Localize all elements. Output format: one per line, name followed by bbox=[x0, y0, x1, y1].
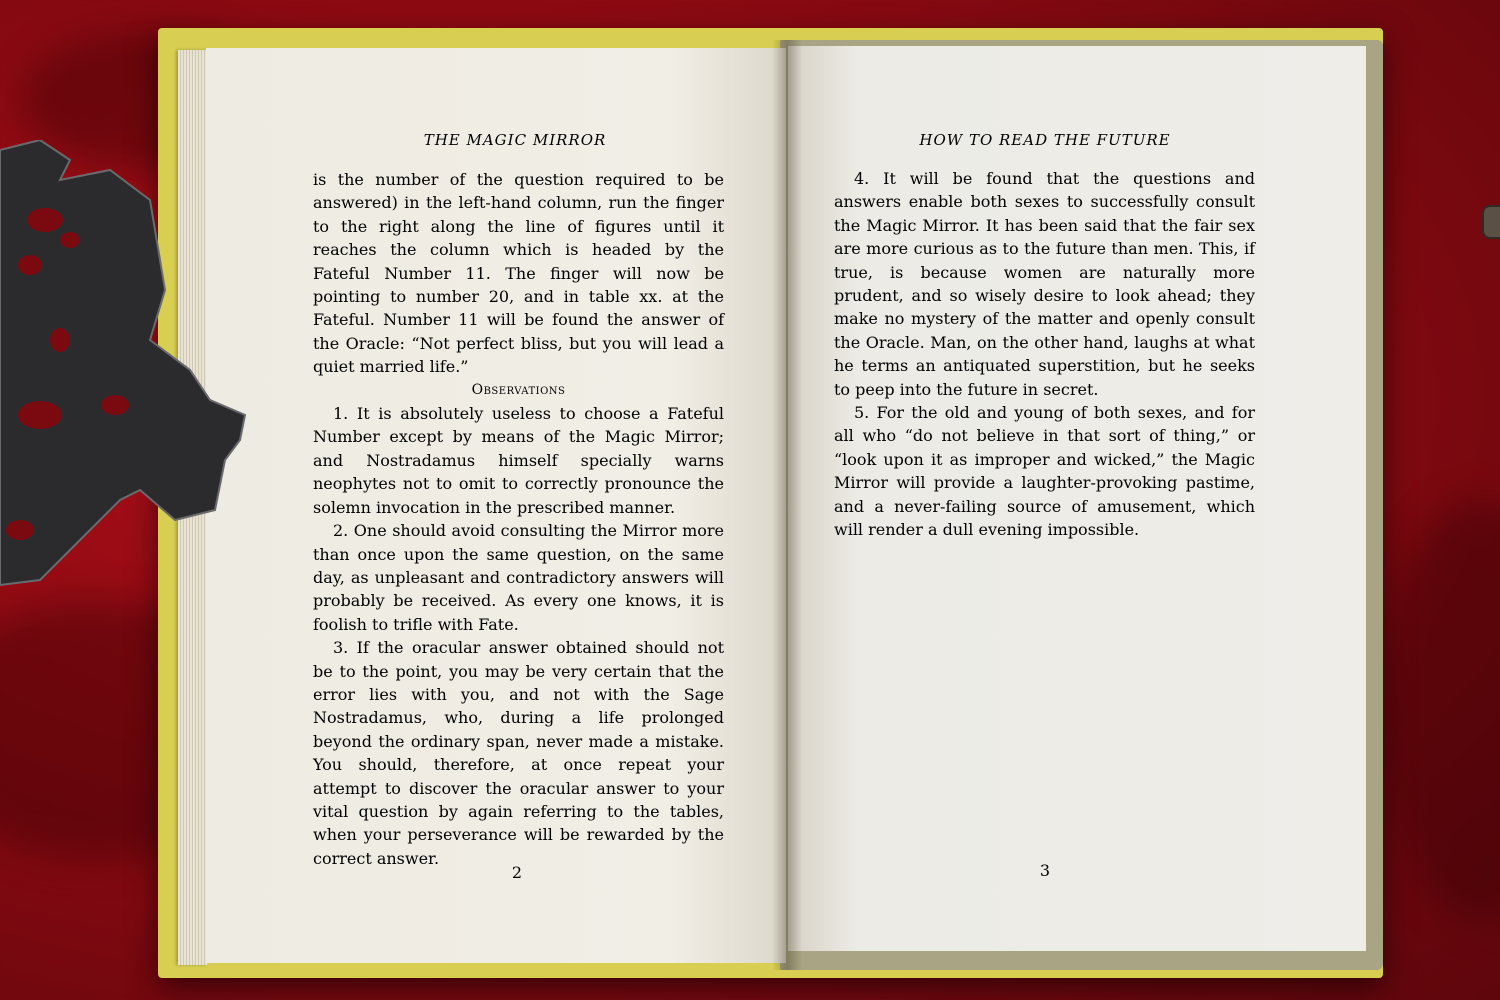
clasp-icon bbox=[1482, 205, 1500, 239]
left-page-number: 2 bbox=[511, 863, 523, 882]
observation-4: 4. It will be found that the questions and answers enable both sexes to successfully consult the Magic Mirror. It has been said that the fair sex are more curious as to the future than men. This, if true, is because women are naturally more prudent, and so wisely desire to look ahead; they make no mystery of the matter and openly consult the Oracle. Man, on the other hand, laughs at what he terms an antiquated superstition, but he seeks to peep into the future in secret. bbox=[834, 169, 1255, 399]
observation-3: 3. If the oracular answer obtained should not be to the point, you may be very certain that the error lies with you, and not with the Sage Nostradamus, who, during a life prolonged beyond the ordinary span, never made a mistake. You should, therefore, at once repeat your attempt to discover the oracular answer to your vital question by again referring to the tables, when your perseverance will be rewarded by the correct answer. bbox=[313, 638, 724, 868]
gutter-shadow bbox=[772, 40, 802, 970]
left-text bbox=[313, 168, 724, 870]
left-running-head: THE MAGIC MIRROR bbox=[423, 131, 607, 149]
velvet-fold bbox=[1380, 500, 1500, 920]
right-running-head: HOW TO READ THE FUTURE bbox=[919, 131, 1171, 149]
right-page-number: 3 bbox=[1039, 861, 1051, 880]
left-paragraph: is the number of the question required to be answered) in the left-hand column, run the finger to the right along the line of figures until it reaches the column which is headed by the Fateful Number 11. The finger will now be pointing to number 20, and in table xx. at the Fateful. Number 11 will be found the answer of the Oracle: “Not perfect bliss, but you will lead a quiet married life.” bbox=[313, 170, 724, 377]
observation-1: 1. It is absolutely useless to choose a Fateful Number except by means of the Magic Mirror; and Nostradamus himself specially warns neophytes not to omit to correctly pronounce the solemn invocation in the prescribed manner. bbox=[313, 404, 724, 517]
metal-clip-icon bbox=[0, 140, 250, 590]
observation-5: 5. For the old and young of both sexes, and for all who “do not believe in that sort of thing,” or “look upon it as improper and wicked,” the Magic Mirror will provide a laughter-provoking pastime, and a never-failing source of amusement, which will render a dull evening impossible. bbox=[834, 403, 1255, 540]
observation-2: 2. One should avoid consulting the Mirror more than once upon the same question, on the same day, as unpleasant and contradictory answers will probably be received. As every one knows, it is foolish to trifle with Fate. bbox=[313, 521, 724, 634]
observations-heading: Observations bbox=[471, 381, 566, 398]
right-text bbox=[834, 167, 1255, 542]
